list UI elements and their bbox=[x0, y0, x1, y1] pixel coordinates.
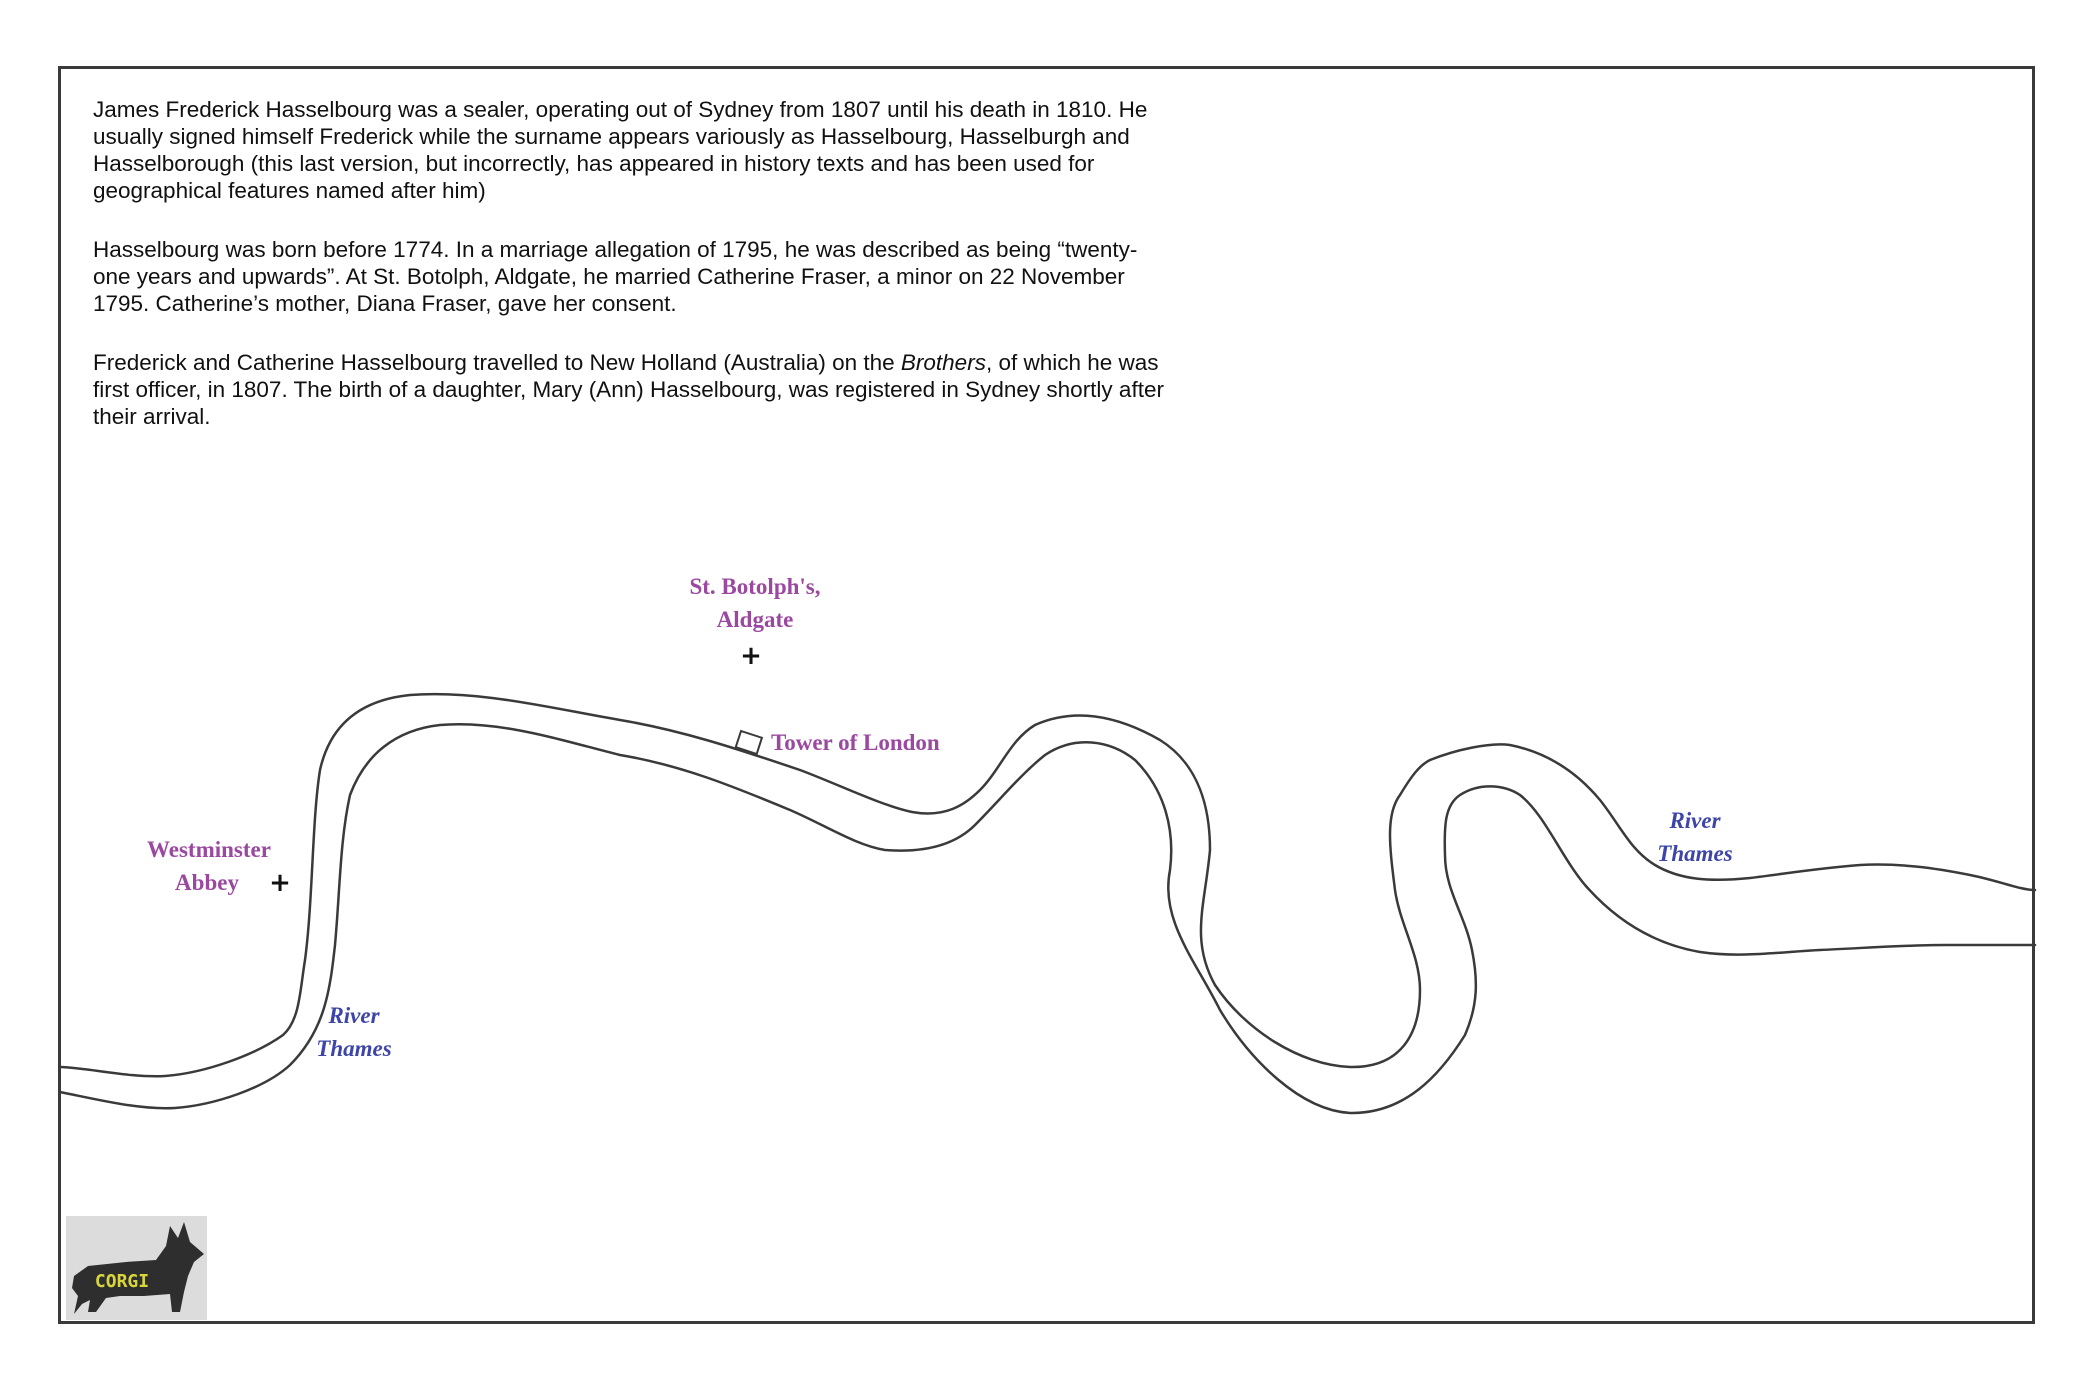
thames-west-label: Thames bbox=[316, 1036, 392, 1061]
corgi-logo bbox=[66, 1216, 207, 1320]
aldgate-label: Aldgate bbox=[716, 607, 794, 632]
paragraph-3-start: Frederick and Catherine Hasselbourg travelled to New Holland (Australia) on the bbox=[93, 350, 901, 375]
tower-of-london-label: Tower of London bbox=[771, 730, 940, 755]
thames-east-label: Thames bbox=[1657, 841, 1733, 866]
corgi-silhouette-icon bbox=[66, 1216, 207, 1320]
paragraph-2: Hasselbourg was born before 1774. In a marriage allegation of 1795, he was described as being “twenty-one years and upwards”. At St. Botolph, Aldgate, he married Catherine Fraser, a minor on 22 November 1795. Catherine’s mother, Diana Fraser, gave her consent. bbox=[93, 237, 1138, 316]
paragraph-3-end: , of which he was first officer, in 1807. The birth of a daughter, Mary (Ann) Hasselbourg, was registered in Sydney shortly after their arrival. bbox=[93, 350, 1164, 429]
st-botolph-cross-icon: + bbox=[740, 641, 762, 671]
paragraph-1: James Frederick Hasselbourg was a sealer, operating out of Sydney from 1807 until his death in 1810. He usually signed himself Frederick while the surname appears variously as Hasselbourg, Hasselburgh and Hasselborough (this last version, but incorrectly, has appeared in history texts and has been used for geographical features named after him) bbox=[93, 97, 1148, 203]
river-thames-west-label: River bbox=[328, 1003, 380, 1028]
westminster-label: Westminster bbox=[147, 837, 271, 862]
river-thames-east-label: River bbox=[1669, 808, 1721, 833]
logo-text: CORGI bbox=[94, 1271, 150, 1292]
ship-name: Brothers bbox=[900, 350, 986, 375]
westminster-cross-icon: + bbox=[269, 868, 291, 898]
st-botolph-label: St. Botolph's, bbox=[689, 574, 821, 599]
abbey-label: Abbey bbox=[175, 870, 239, 895]
